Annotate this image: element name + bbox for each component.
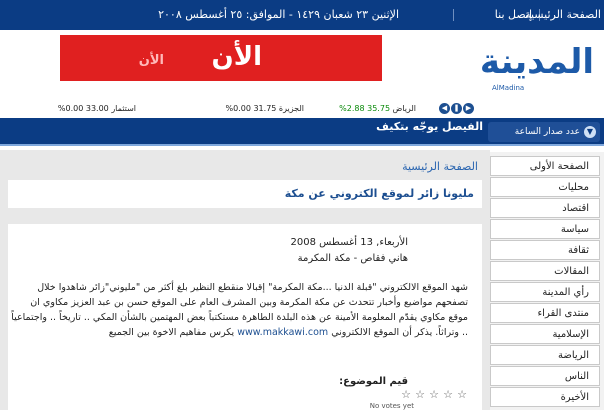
ticker-change: 0.00% <box>57 104 84 113</box>
sidebar-item-islamic[interactable]: الإسلامية <box>490 324 600 344</box>
ticker-item <box>339 104 416 113</box>
current-date: الإثنين ٢٣ شعبان ١٤٢٩ - الموافق: ٢٥ أغسطس ٢٠٠٨ <box>158 8 399 21</box>
star-icon[interactable]: ☆ <box>429 388 439 401</box>
site-logo[interactable] <box>479 40 594 92</box>
ticker-value: 35.75 <box>367 104 391 113</box>
sidebar-item-readers-forum[interactable]: منتدى القراء <box>490 303 600 323</box>
contact-link[interactable]: إتصل بنا <box>494 8 532 21</box>
article-text: يكرس مفاهيم الاخوة بين الجميع <box>108 327 235 338</box>
article-author: هاني فقاص - مكة المكرمة <box>297 253 408 264</box>
breadcrumb[interactable]: الصفحة الرئيسية <box>402 160 478 173</box>
ticker-prev-icon[interactable]: ◀ <box>439 103 450 114</box>
issue-selector[interactable] <box>488 122 600 142</box>
article-link[interactable]: www.makkawi.com <box>237 327 329 338</box>
ticker-label: استثمار <box>111 104 136 113</box>
breaking-headline[interactable]: الفيصل يوجّه بتكيف <box>376 120 483 133</box>
ticker-item <box>226 104 305 113</box>
star-icon[interactable]: ☆ <box>457 388 467 401</box>
issue-label: عدد صدار الساعة <box>514 127 580 137</box>
ticker-label: الرياض <box>392 104 416 113</box>
divider <box>453 9 454 21</box>
sidebar-item-front-page[interactable]: الصفحة الأولى <box>490 156 600 176</box>
banner-faded-text: الأن <box>138 53 164 68</box>
top-bar <box>0 0 604 30</box>
article-text: شهد الموقع الالكتروني "قبلة الدنيا ...مكة المكرمة" إقبالا منقطع النظير بلغ أكثر من "مليوني"زائر شاهدوا خلال تصفحهم مواضيع وأخبار تتحدث عن مكة المكرمة وبين المشرف العام على الموقع حسن بن عبد العزيز مكاوي ان موقع مكاوي يقدّم المعلومة الأمينة عن هذه البلدة الطاهرة مستكتباً بعض المهتمين بالشأن المكي .. تاريخاً .. واجتماعياً .. وتراثاً. يذكر أن الموقع الالكتروني <box>11 282 468 338</box>
article-box <box>8 224 482 410</box>
ticker-item <box>58 104 136 113</box>
article-title: مليونا زائر لموقع الكتروني عن مكة <box>284 187 474 200</box>
ticker-change: 2.88% <box>339 104 365 113</box>
sidebar-item-sports[interactable]: الرياضة <box>490 345 600 365</box>
sidebar-item-articles[interactable]: المقالات <box>490 261 600 281</box>
chevron-down-icon: ▼ <box>584 126 596 138</box>
ticker-next-icon[interactable]: ▶ <box>463 103 474 114</box>
sidebar-item-people[interactable]: الناس <box>490 366 600 386</box>
stock-ticker <box>0 100 604 118</box>
logo-text: المدينة <box>479 42 594 82</box>
ticker-value: 33.00 <box>85 104 109 113</box>
star-icon[interactable]: ☆ <box>401 388 411 401</box>
ticker-label: الجزيرة <box>278 104 304 113</box>
ticker-pause-icon[interactable]: ❚ <box>451 103 462 114</box>
ticker-value: 31.75 <box>253 104 277 113</box>
rating-stars <box>400 389 470 401</box>
sidebar-item-culture[interactable]: ثقافة <box>490 240 600 260</box>
ticker-change: 0.00% <box>225 104 251 113</box>
star-icon[interactable]: ☆ <box>415 388 425 401</box>
banner-text: الأن <box>211 42 262 72</box>
article-body <box>8 280 468 340</box>
sidebar-item-economy[interactable]: اقتصاد <box>490 198 600 218</box>
logo-latin: AlMadina <box>492 84 525 92</box>
rating-label: قيم الموضوع: <box>339 376 408 387</box>
sidebar-item-local[interactable]: محليات <box>490 177 600 197</box>
home-link[interactable]: الصفحة الرئيسية <box>525 8 601 21</box>
news-strip <box>0 118 604 146</box>
star-icon[interactable]: ☆ <box>443 388 453 401</box>
banner-ad[interactable] <box>60 35 382 81</box>
sidebar-item-politics[interactable]: سياسة <box>490 219 600 239</box>
no-votes-text: No votes yet <box>369 402 414 410</box>
sidebar-item-last-page[interactable]: الأخيرة <box>490 387 600 407</box>
sidebar-item-opinion[interactable]: رأي المدينة <box>490 282 600 302</box>
article-date: الأربعاء, 13 أغسطس 2008 <box>290 237 408 248</box>
section-sidebar <box>490 152 604 410</box>
article-title-box <box>8 180 482 208</box>
